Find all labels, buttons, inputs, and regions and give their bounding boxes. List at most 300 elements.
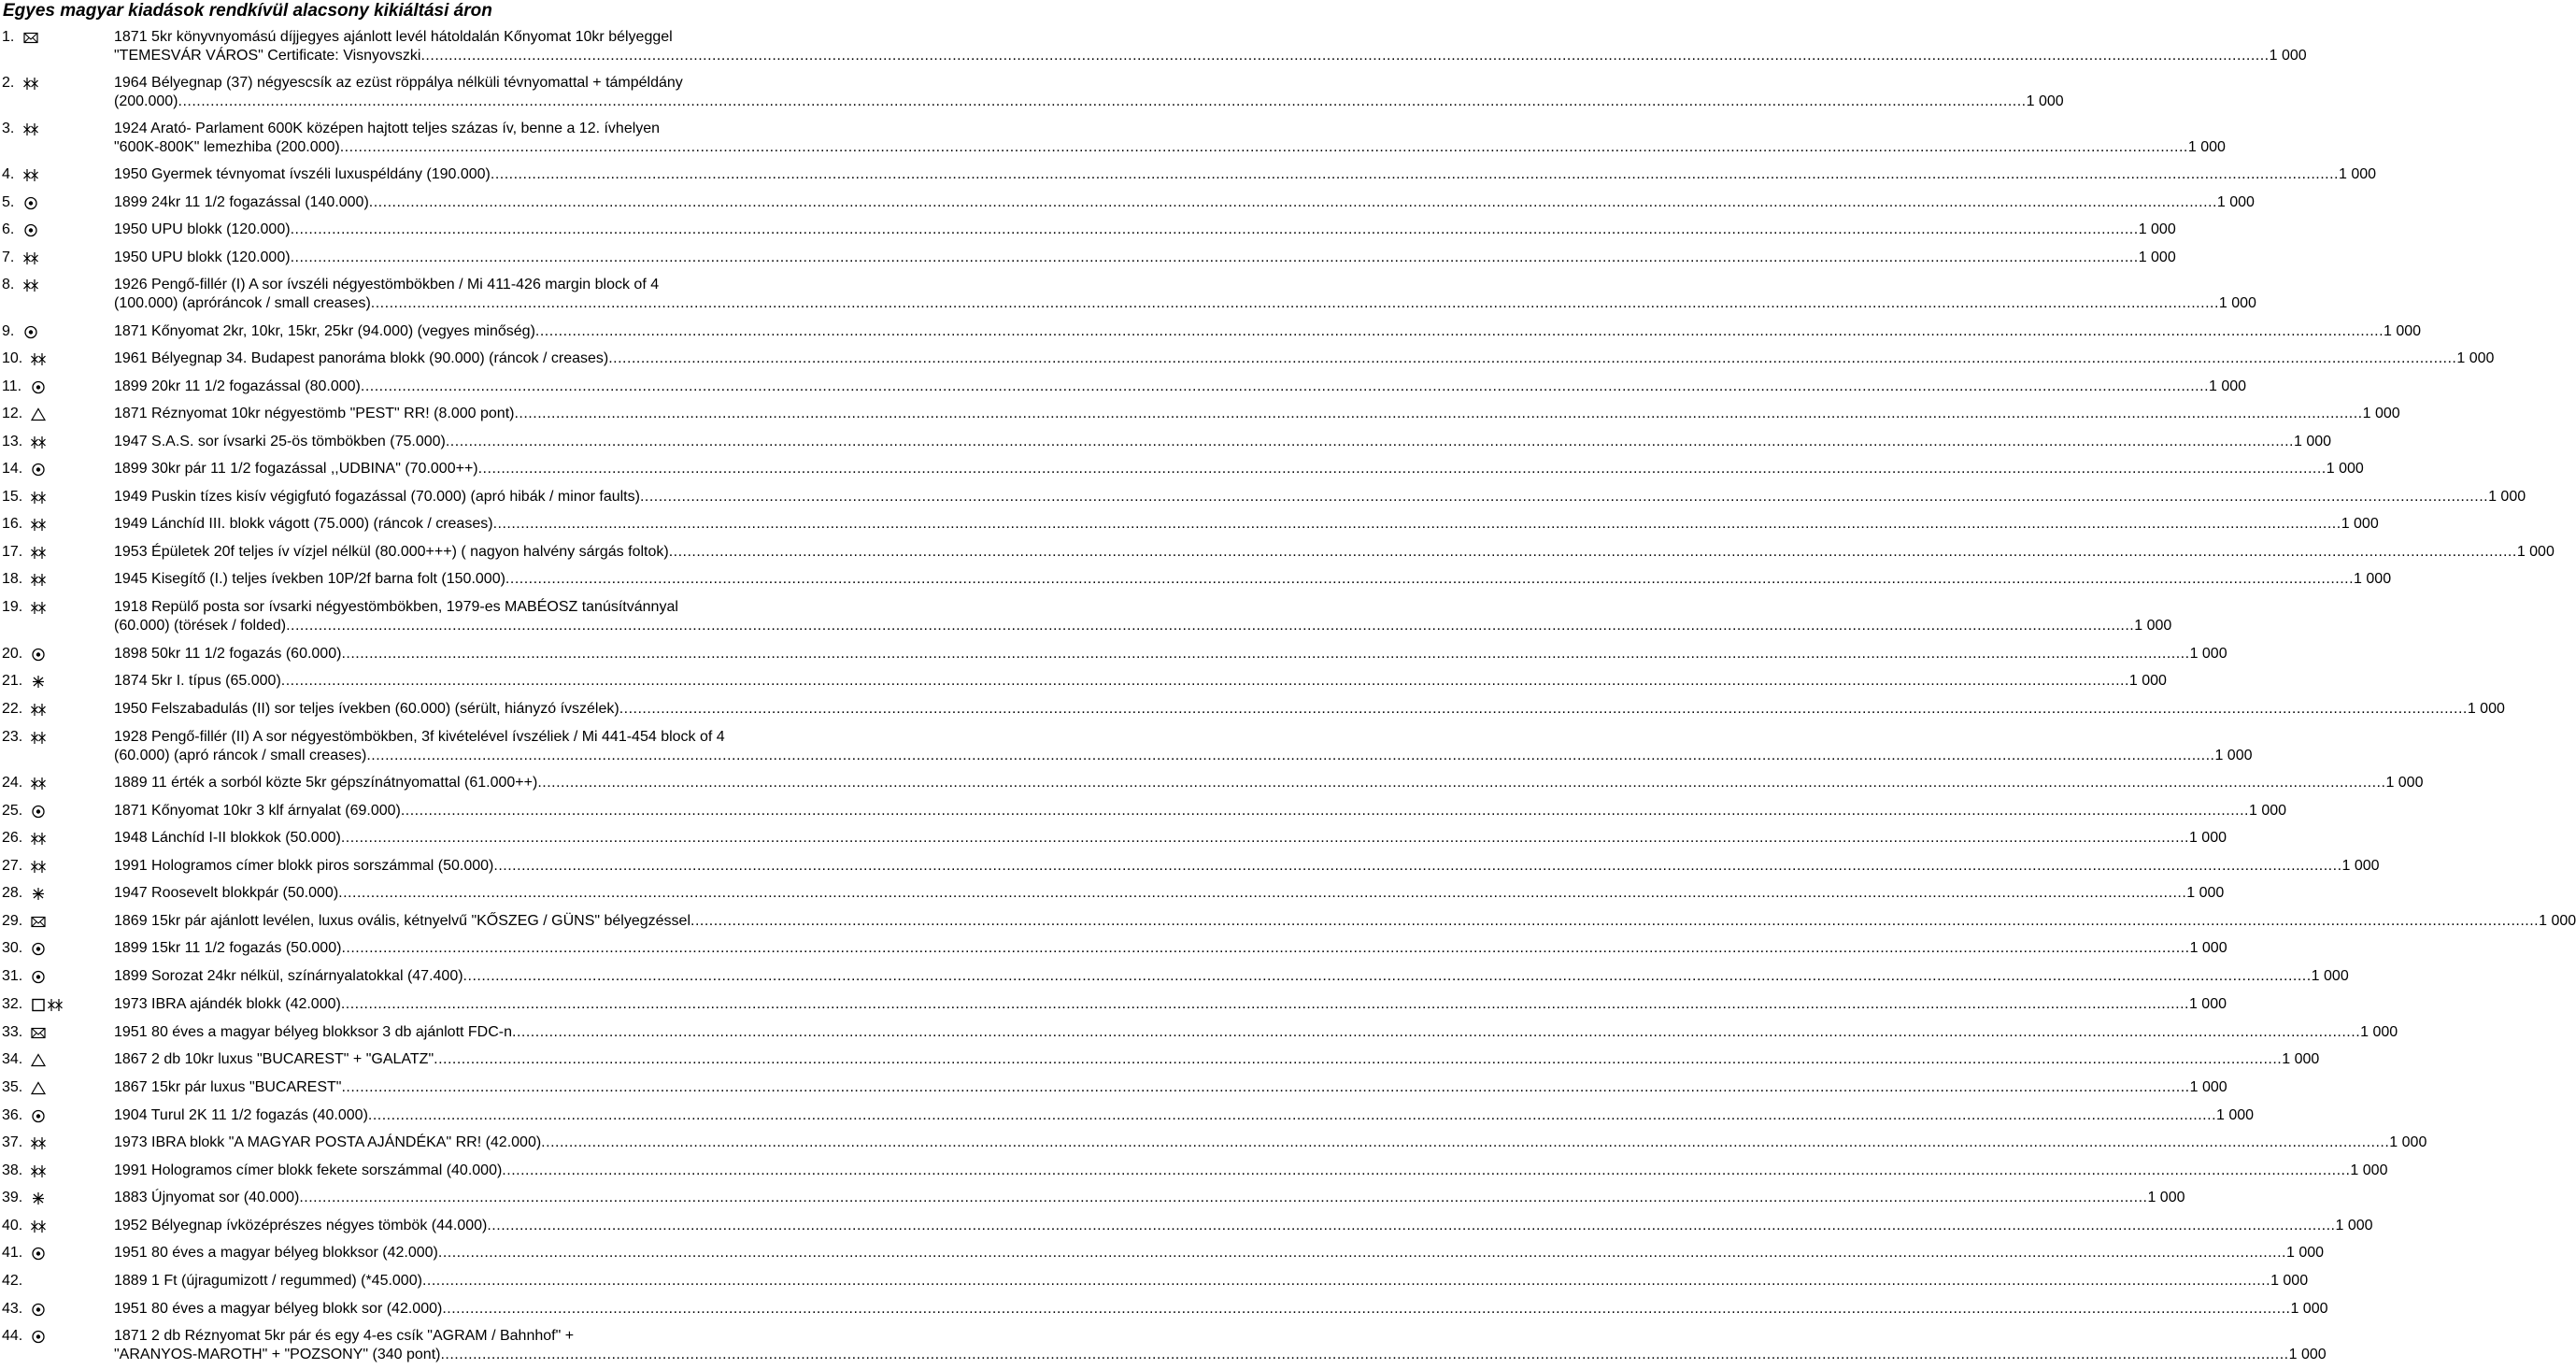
- dot-leader: ................................................................................................................................................................................................................................................................................................................................................................................................................: [442, 1301, 2291, 1317]
- condition-symbols: [23, 325, 38, 339]
- lot-description: [114, 249, 2176, 267]
- dot-leader: ................................................................................................................................................................................................................................................................................................................................................................................................................: [420, 48, 2270, 64]
- condition-symbols: [31, 648, 46, 662]
- starting-price: 1 000: [2138, 221, 2176, 237]
- dot-leader: ................................................................................................................................................................................................................................................................................................................................................................................................................: [290, 250, 2139, 265]
- description-line: [114, 1244, 2325, 1262]
- dot-leader: ................................................................................................................................................................................................................................................................................................................................................................................................................: [619, 701, 2468, 717]
- starting-price: 1 000: [2339, 166, 2377, 182]
- description-line: [114, 995, 2227, 1014]
- lot-description: [114, 672, 2167, 691]
- mint-never-hinged-icon: [31, 518, 53, 532]
- condition-symbols: [31, 887, 46, 901]
- lot-description: [114, 28, 2307, 65]
- lot-number: 33.: [2, 1024, 23, 1040]
- cover-envelope-icon: [31, 1026, 46, 1040]
- description-text: 1871 2 db Réznyomat 5kr pár és egy 4-es csík "AGRAM / Bahnhof" +: [114, 1328, 575, 1344]
- description-text: 1899 20kr 11 1/2 fogazással (80.000): [114, 378, 361, 394]
- starting-price: 1 000: [2288, 1347, 2327, 1362]
- dot-leader: ................................................................................................................................................................................................................................................................................................................................................................................................................: [178, 93, 2027, 109]
- dot-leader: ................................................................................................................................................................................................................................................................................................................................................................................................................: [341, 1079, 2190, 1095]
- starting-price: 1 000: [2385, 775, 2424, 791]
- starting-price: 1 000: [2516, 544, 2555, 560]
- description-text: 1949 Lánchíd III. blokk vágott (75.000) (ráncok / creases): [114, 516, 493, 532]
- mint-never-hinged-icon: [31, 1219, 53, 1234]
- lot-number: 14.: [2, 461, 23, 477]
- mint-never-hinged-icon: [31, 352, 53, 366]
- condition-symbols: [31, 703, 53, 717]
- description-line: [114, 857, 2380, 876]
- condition-symbols: [31, 518, 53, 532]
- lot-number: 31.: [2, 968, 23, 984]
- dot-leader: ................................................................................................................................................................................................................................................................................................................................................................................................................: [339, 139, 2188, 155]
- mint-never-hinged-icon: [31, 731, 53, 745]
- description-line: [114, 138, 2226, 157]
- description-text: 1899 15kr 11 1/2 fogazás (50.000): [114, 940, 342, 956]
- used-stamp-icon: [31, 1330, 46, 1344]
- lot-number: 5.: [2, 194, 15, 210]
- starting-price: 1 000: [2389, 1134, 2427, 1150]
- description-text: 1871 Kőnyomat 10kr 3 klf árnyalat (69.000): [114, 803, 401, 819]
- condition-symbols: [31, 601, 53, 615]
- mint-never-hinged-icon: [31, 491, 53, 505]
- lot-description: [114, 570, 2392, 589]
- description-text: 1871 5kr könyvnyomású díjjegyes ajánlott levél hátoldalán Kőnyomat 10kr bélyeggel: [114, 29, 673, 45]
- description-line: [114, 747, 2253, 765]
- mint-never-hinged-icon: [23, 122, 46, 136]
- description-text: 1953 Épületek 20f teljes ív vízjel nélkül (80.000+++) ( nagyon halvény sárgás foltok): [114, 544, 669, 560]
- triangle-icon: [31, 1053, 46, 1067]
- mint-never-hinged-icon: [23, 251, 46, 265]
- description-line: [114, 939, 2227, 958]
- starting-price: 1 000: [2138, 250, 2176, 265]
- lot-number: 11.: [2, 378, 22, 394]
- description-line: [114, 700, 2505, 719]
- lot-number: 17.: [2, 544, 23, 560]
- description-text: 1991 Hologramos címer blokk piros sorszámmal (50.000): [114, 858, 494, 874]
- lot-number: 43.: [2, 1301, 23, 1317]
- lot-description: [114, 1134, 2427, 1152]
- starting-price: 1 000: [2362, 406, 2400, 421]
- description-line: [114, 193, 2255, 212]
- lot-number: 24.: [2, 775, 23, 791]
- dot-leader: ................................................................................................................................................................................................................................................................................................................................................................................................................: [367, 1107, 2217, 1123]
- mint-never-hinged-icon: [31, 435, 53, 449]
- lot-description: [114, 1217, 2373, 1235]
- lot-description: [114, 995, 2227, 1014]
- lot-description: [114, 165, 2377, 184]
- description-text: 1871 Kőnyomat 2kr, 10kr, 15kr, 25kr (94.000) (vegyes minőség): [114, 323, 535, 339]
- lot-description: [114, 1023, 2398, 1042]
- description-line: [114, 1189, 2185, 1207]
- dot-leader: ................................................................................................................................................................................................................................................................................................................................................................................................................: [541, 1134, 2390, 1150]
- description-line: [114, 294, 2256, 313]
- triangle-icon: [31, 407, 46, 421]
- condition-symbols: [31, 1330, 46, 1344]
- description-line: [114, 617, 2172, 635]
- lot-description: [114, 378, 2247, 396]
- dot-leader: ................................................................................................................................................................................................................................................................................................................................................................................................................: [341, 646, 2190, 662]
- description-text: 1945 Kisegítő (I.) teljes ívekben 10P/2f barna folt (150.000): [114, 571, 505, 587]
- condition-symbols: [31, 1109, 46, 1123]
- starting-price: 1 000: [2326, 461, 2364, 477]
- starting-price: 1 000: [2350, 1162, 2388, 1178]
- starting-price: 1 000: [2467, 701, 2505, 717]
- starting-price: 1 000: [2335, 1218, 2373, 1234]
- lot-description: [114, 1050, 2320, 1069]
- dot-leader: ................................................................................................................................................................................................................................................................................................................................................................................................................: [514, 406, 2363, 421]
- condition-symbols: [31, 1247, 46, 1261]
- condition-symbols: [31, 546, 53, 560]
- mint-never-hinged-icon: [23, 168, 46, 182]
- lot-number: 34.: [2, 1051, 23, 1067]
- dot-leader: ................................................................................................................................................................................................................................................................................................................................................................................................................: [463, 968, 2312, 984]
- description-text: 1926 Pengő-fillér (I) A sor ívszéli négyestömbökben / Mi 411-426 margin block of 4: [114, 277, 660, 292]
- used-stamp-icon: [31, 805, 46, 819]
- dot-leader: ................................................................................................................................................................................................................................................................................................................................................................................................................: [421, 1273, 2271, 1289]
- triangle-icon: [31, 1081, 46, 1095]
- description-text: (60.000) (törések / folded): [114, 618, 287, 634]
- description-line: [114, 802, 2287, 820]
- mint-hinged-icon: [31, 675, 46, 689]
- description-text: 1947 S.A.S. sor ívsarki 25-ös tömbökben (75.000): [114, 434, 446, 449]
- starting-price: 1 000: [2269, 48, 2307, 64]
- lot-description: [114, 276, 2256, 313]
- description-line: [114, 1134, 2427, 1152]
- used-stamp-icon: [31, 970, 46, 984]
- lot-number: 2.: [2, 75, 15, 91]
- dot-leader: ................................................................................................................................................................................................................................................................................................................................................................................................................: [338, 885, 2187, 901]
- description-line: [114, 570, 2392, 589]
- description-text: 1871 Réznyomat 10kr négyestömb "PEST" RR! (8.000 pont): [114, 406, 515, 421]
- condition-symbols: [31, 380, 46, 394]
- lot-description: [114, 1162, 2388, 1180]
- description-text: 1899 Sorozat 24kr nélkül, színárnyalatokkal (47.400): [114, 968, 463, 984]
- description-text: 1867 2 db 10kr luxus "BUCAREST" + "GALATZ": [114, 1051, 434, 1067]
- lot-number: 7.: [2, 250, 15, 265]
- description-line: [114, 1023, 2398, 1042]
- condition-symbols: [31, 435, 53, 449]
- condition-symbols: [31, 1136, 53, 1150]
- mint-never-hinged-icon: [31, 601, 53, 615]
- description-line: [114, 967, 2349, 986]
- starting-price: 1 000: [2293, 434, 2332, 449]
- dot-leader: ................................................................................................................................................................................................................................................................................................................................................................................................................: [434, 1051, 2283, 1067]
- starting-price: 1 000: [2189, 646, 2227, 662]
- condition-symbols: [23, 251, 46, 265]
- lot-description: [114, 1106, 2255, 1125]
- page-title: Egyes magyar kiadások rendkívül alacsony kikiáltási áron: [3, 1, 492, 21]
- dot-leader: ................................................................................................................................................................................................................................................................................................................................................................................................................: [400, 803, 2249, 819]
- dot-leader: ................................................................................................................................................................................................................................................................................................................................................................................................................: [440, 1347, 2289, 1362]
- description-line: [114, 884, 2225, 903]
- condition-symbols: [31, 731, 53, 745]
- condition-symbols: [31, 407, 46, 421]
- lot-number: 38.: [2, 1162, 23, 1178]
- description-text: 1961 Bélyegnap 34. Budapest panoráma blokk (90.000) (ráncok / creases): [114, 350, 609, 366]
- lot-number: 19.: [2, 599, 23, 615]
- lot-description: [114, 193, 2255, 212]
- description-text: 1904 Turul 2K 11 1/2 fogazás (40.000): [114, 1107, 368, 1123]
- lot-description: [114, 322, 2422, 341]
- condition-symbols: [31, 573, 53, 587]
- starting-price: 1 000: [2128, 673, 2167, 689]
- mint-never-hinged-icon: [31, 777, 53, 791]
- description-line: [114, 829, 2227, 848]
- mint-hinged-icon: [31, 1191, 46, 1205]
- condition-symbols: [23, 168, 46, 182]
- dot-leader: ................................................................................................................................................................................................................................................................................................................................................................................................................: [340, 830, 2189, 846]
- starting-price: 1 000: [2539, 913, 2576, 929]
- dot-leader: ................................................................................................................................................................................................................................................................................................................................................................................................................: [437, 1245, 2286, 1261]
- used-stamp-icon: [31, 1247, 46, 1261]
- lot-number: 44.: [2, 1328, 23, 1344]
- starting-price: 1 000: [2026, 93, 2064, 109]
- description-text: 1949 Puskin tízes kisív végigfutó fogazással (70.000) (apró hibák / minor faults): [114, 489, 640, 505]
- dot-leader: ................................................................................................................................................................................................................................................................................................................................................................................................................: [477, 461, 2327, 477]
- dot-leader: ................................................................................................................................................................................................................................................................................................................................................................................................................: [534, 323, 2384, 339]
- description-line: [114, 672, 2167, 691]
- dot-leader: ................................................................................................................................................................................................................................................................................................................................................................................................................: [505, 571, 2355, 587]
- starting-price: 1 000: [2488, 489, 2526, 505]
- description-line: [114, 645, 2227, 663]
- lot-number: 6.: [2, 221, 15, 237]
- description-line: [114, 1106, 2255, 1125]
- dot-leader: ................................................................................................................................................................................................................................................................................................................................................................................................................: [299, 1190, 2148, 1205]
- description-text: (60.000) (apró ráncok / small creases): [114, 748, 367, 763]
- lot-description: [114, 221, 2176, 239]
- lot-description: [114, 405, 2400, 423]
- lot-description: [114, 598, 2172, 635]
- condition-symbols: [31, 1191, 46, 1205]
- lot-description: [114, 74, 2064, 111]
- mint-never-hinged-icon: [31, 703, 53, 717]
- description-text: 1973 IBRA blokk "A MAGYAR POSTA AJÁNDÉKA" RR! (42.000): [114, 1134, 542, 1150]
- lot-description: [114, 884, 2225, 903]
- description-text: 1952 Bélyegnap ívközéprészes négyes tömbök (44.000): [114, 1218, 488, 1234]
- mint-never-hinged-icon: [31, 1164, 53, 1178]
- dot-leader: ................................................................................................................................................................................................................................................................................................................................................................................................................: [487, 1218, 2336, 1234]
- lot-number: 18.: [2, 571, 23, 587]
- lot-number: 9.: [2, 323, 15, 339]
- description-line: [114, 728, 895, 747]
- lot-number: 8.: [2, 277, 15, 292]
- starting-price: 1 000: [2186, 885, 2225, 901]
- lot-description: [114, 700, 2505, 719]
- lot-number: 27.: [2, 858, 23, 874]
- lot-description: [114, 488, 2526, 506]
- description-line: [114, 378, 2247, 396]
- condition-symbols: [31, 675, 46, 689]
- starting-price: 1 000: [2311, 968, 2349, 984]
- description-line: [114, 120, 895, 138]
- description-text: 1950 Gyermek tévnyomat ívszéli luxuspéldány (190.000): [114, 166, 491, 182]
- dot-leader: ................................................................................................................................................................................................................................................................................................................................................................................................................: [690, 913, 2540, 929]
- description-line: [114, 1346, 2327, 1364]
- description-line: [114, 74, 895, 93]
- description-text: 1948 Lánchíd I-II blokkok (50.000): [114, 830, 341, 846]
- condition-symbols: [31, 805, 46, 819]
- condition-symbols: [31, 998, 70, 1012]
- lot-description: [114, 460, 2364, 478]
- condition-symbols: [31, 942, 46, 956]
- dot-leader: ................................................................................................................................................................................................................................................................................................................................................................................................................: [366, 748, 2215, 763]
- description-line: [114, 488, 2526, 506]
- condition-symbols: [31, 463, 46, 477]
- description-line: [114, 1327, 895, 1346]
- description-line: [114, 1078, 2227, 1097]
- lot-number: 22.: [2, 701, 23, 717]
- description-text: 1950 UPU blokk (120.000): [114, 250, 291, 265]
- starting-price: 1 000: [2286, 1245, 2325, 1261]
- mint-never-hinged-icon: [31, 573, 53, 587]
- condition-symbols: [31, 860, 53, 874]
- lot-description: [114, 543, 2555, 562]
- description-text: 1973 IBRA ajándék blokk (42.000): [114, 996, 341, 1012]
- dot-leader: ................................................................................................................................................................................................................................................................................................................................................................................................................: [341, 940, 2190, 956]
- description-text: 1991 Hologramos címer blokk fekete sorszámmal (40.000): [114, 1162, 503, 1178]
- used-stamp-icon: [31, 1109, 46, 1123]
- condition-symbols: [31, 1026, 46, 1040]
- description-line: [114, 1300, 2328, 1319]
- dot-leader: ................................................................................................................................................................................................................................................................................................................................................................................................................: [340, 996, 2189, 1012]
- description-text: "TEMESVÁR VÁROS" Certificate: Visnyovszki: [114, 48, 421, 64]
- lot-description: [114, 645, 2227, 663]
- starting-price: 1 000: [2147, 1190, 2185, 1205]
- description-line: [114, 598, 895, 617]
- starting-price: 1 000: [2384, 323, 2422, 339]
- lot-number: 13.: [2, 434, 23, 449]
- description-line: [114, 405, 2400, 423]
- condition-symbols: [23, 196, 38, 210]
- lot-number: 40.: [2, 1218, 23, 1234]
- starting-price: 1 000: [2341, 516, 2379, 532]
- dot-leader: ................................................................................................................................................................................................................................................................................................................................................................................................................: [668, 544, 2517, 560]
- condition-symbols: [31, 1053, 46, 1067]
- lot-number: 29.: [2, 913, 23, 929]
- description-text: 1924 Arató- Parlament 600K középen hajtott teljes százas ív, benne a 12. ívhelyen: [114, 121, 661, 136]
- used-stamp-icon: [31, 380, 46, 394]
- starting-price: 1 000: [2248, 803, 2287, 819]
- used-stamp-icon: [23, 325, 38, 339]
- starting-price: 1 000: [2187, 139, 2226, 155]
- condition-symbols: [31, 1081, 46, 1095]
- description-line: [114, 93, 2064, 111]
- description-line: [114, 165, 2377, 184]
- lot-number: 1.: [2, 29, 15, 45]
- description-line: [114, 1217, 2373, 1235]
- description-text: "ARANYOS-MAROTH" + "POZSONY" (340 pont): [114, 1347, 441, 1362]
- mint-never-hinged-icon: [48, 998, 70, 1012]
- condition-symbols: [23, 223, 38, 237]
- lot-number: 35.: [2, 1079, 23, 1095]
- mint-never-hinged-icon: [31, 860, 53, 874]
- cover-envelope-icon: [31, 915, 46, 929]
- lot-number: 23.: [2, 729, 23, 745]
- lot-number: 37.: [2, 1134, 23, 1150]
- dot-leader: ................................................................................................................................................................................................................................................................................................................................................................................................................: [445, 434, 2294, 449]
- lot-number: 41.: [2, 1245, 23, 1261]
- description-line: [114, 249, 2176, 267]
- starting-price: 1 000: [2188, 996, 2227, 1012]
- starting-price: 1 000: [2341, 858, 2380, 874]
- condition-symbols: [31, 970, 46, 984]
- description-line: [114, 322, 2422, 341]
- lot-number: 3.: [2, 121, 15, 136]
- condition-symbols: [31, 352, 53, 366]
- lot-number: 26.: [2, 830, 23, 846]
- starting-price: 1 000: [2360, 1024, 2398, 1040]
- cover-envelope-icon: [23, 31, 38, 45]
- description-text: 1951 80 éves a magyar bélyeg blokksor (42.000): [114, 1245, 438, 1261]
- dot-leader: ................................................................................................................................................................................................................................................................................................................................................................................................................: [290, 221, 2139, 237]
- condition-symbols: [31, 491, 53, 505]
- condition-symbols: [23, 77, 46, 91]
- dot-leader: ................................................................................................................................................................................................................................................................................................................................................................................................................: [492, 516, 2341, 532]
- description-text: 1874 5kr I. típus (65.000): [114, 673, 281, 689]
- description-text: 1869 15kr pár ajánlott levélen, luxus ovális, kétnyelvű "KŐSZEG / GÜNS" bélyegzéssel: [114, 913, 690, 929]
- lot-description: [114, 349, 2495, 368]
- dot-leader: ................................................................................................................................................................................................................................................................................................................................................................................................................: [502, 1162, 2351, 1178]
- description-line: [114, 221, 2176, 239]
- starting-price: 1 000: [2189, 940, 2227, 956]
- condition-symbols: [31, 1303, 46, 1317]
- description-line: [114, 774, 2424, 792]
- lot-description: [114, 1327, 2327, 1364]
- description-line: [114, 28, 895, 47]
- description-text: 1889 1 Ft (újragumizott / regummed) (*45.000): [114, 1273, 422, 1289]
- starting-price: 1 000: [2188, 830, 2227, 846]
- starting-price: 1 000: [2270, 1273, 2309, 1289]
- mint-never-hinged-icon: [23, 77, 46, 91]
- dot-leader: ................................................................................................................................................................................................................................................................................................................................................................................................................: [368, 194, 2217, 210]
- description-line: [114, 1272, 2309, 1291]
- description-text: "600K-800K" lemezhiba (200.000): [114, 139, 340, 155]
- lot-number: 21.: [2, 673, 23, 689]
- starting-price: 1 000: [2134, 618, 2172, 634]
- dot-leader: ................................................................................................................................................................................................................................................................................................................................................................................................................: [608, 350, 2457, 366]
- condition-symbols: [31, 777, 53, 791]
- mint-never-hinged-icon: [23, 278, 46, 292]
- description-text: 1951 80 éves a magyar bélyeg blokksor 3 db ajánlott FDC-n: [114, 1024, 513, 1040]
- starting-price: 1 000: [2282, 1051, 2320, 1067]
- starting-price: 1 000: [2209, 378, 2247, 394]
- lot-number: 4.: [2, 166, 15, 182]
- lot-description: [114, 802, 2287, 820]
- used-stamp-icon: [23, 196, 38, 210]
- lot-description: [114, 1078, 2227, 1097]
- description-line: [114, 515, 2379, 534]
- starting-price: 1 000: [2216, 1107, 2255, 1123]
- lot-description: [114, 912, 2576, 931]
- starting-price: 1 000: [2456, 350, 2495, 366]
- lot-description: [114, 1272, 2309, 1291]
- description-text: 1883 Újnyomat sor (40.000): [114, 1190, 300, 1205]
- dot-leader: ................................................................................................................................................................................................................................................................................................................................................................................................................: [639, 489, 2489, 505]
- lot-description: [114, 939, 2227, 958]
- description-line: [114, 912, 2576, 931]
- dot-leader: ................................................................................................................................................................................................................................................................................................................................................................................................................: [537, 775, 2386, 791]
- starting-price: 1 000: [2189, 1079, 2227, 1095]
- used-stamp-icon: [31, 942, 46, 956]
- description-text: 1899 24kr 11 1/2 fogazással (140.000): [114, 194, 369, 210]
- condition-symbols: [23, 278, 46, 292]
- lot-number: 15.: [2, 489, 23, 505]
- description-text: 1951 80 éves a magyar bélyeg blokk sor (42.000): [114, 1301, 443, 1317]
- lot-description: [114, 728, 2253, 765]
- dot-leader: ................................................................................................................................................................................................................................................................................................................................................................................................................: [493, 858, 2342, 874]
- description-line: [114, 543, 2555, 562]
